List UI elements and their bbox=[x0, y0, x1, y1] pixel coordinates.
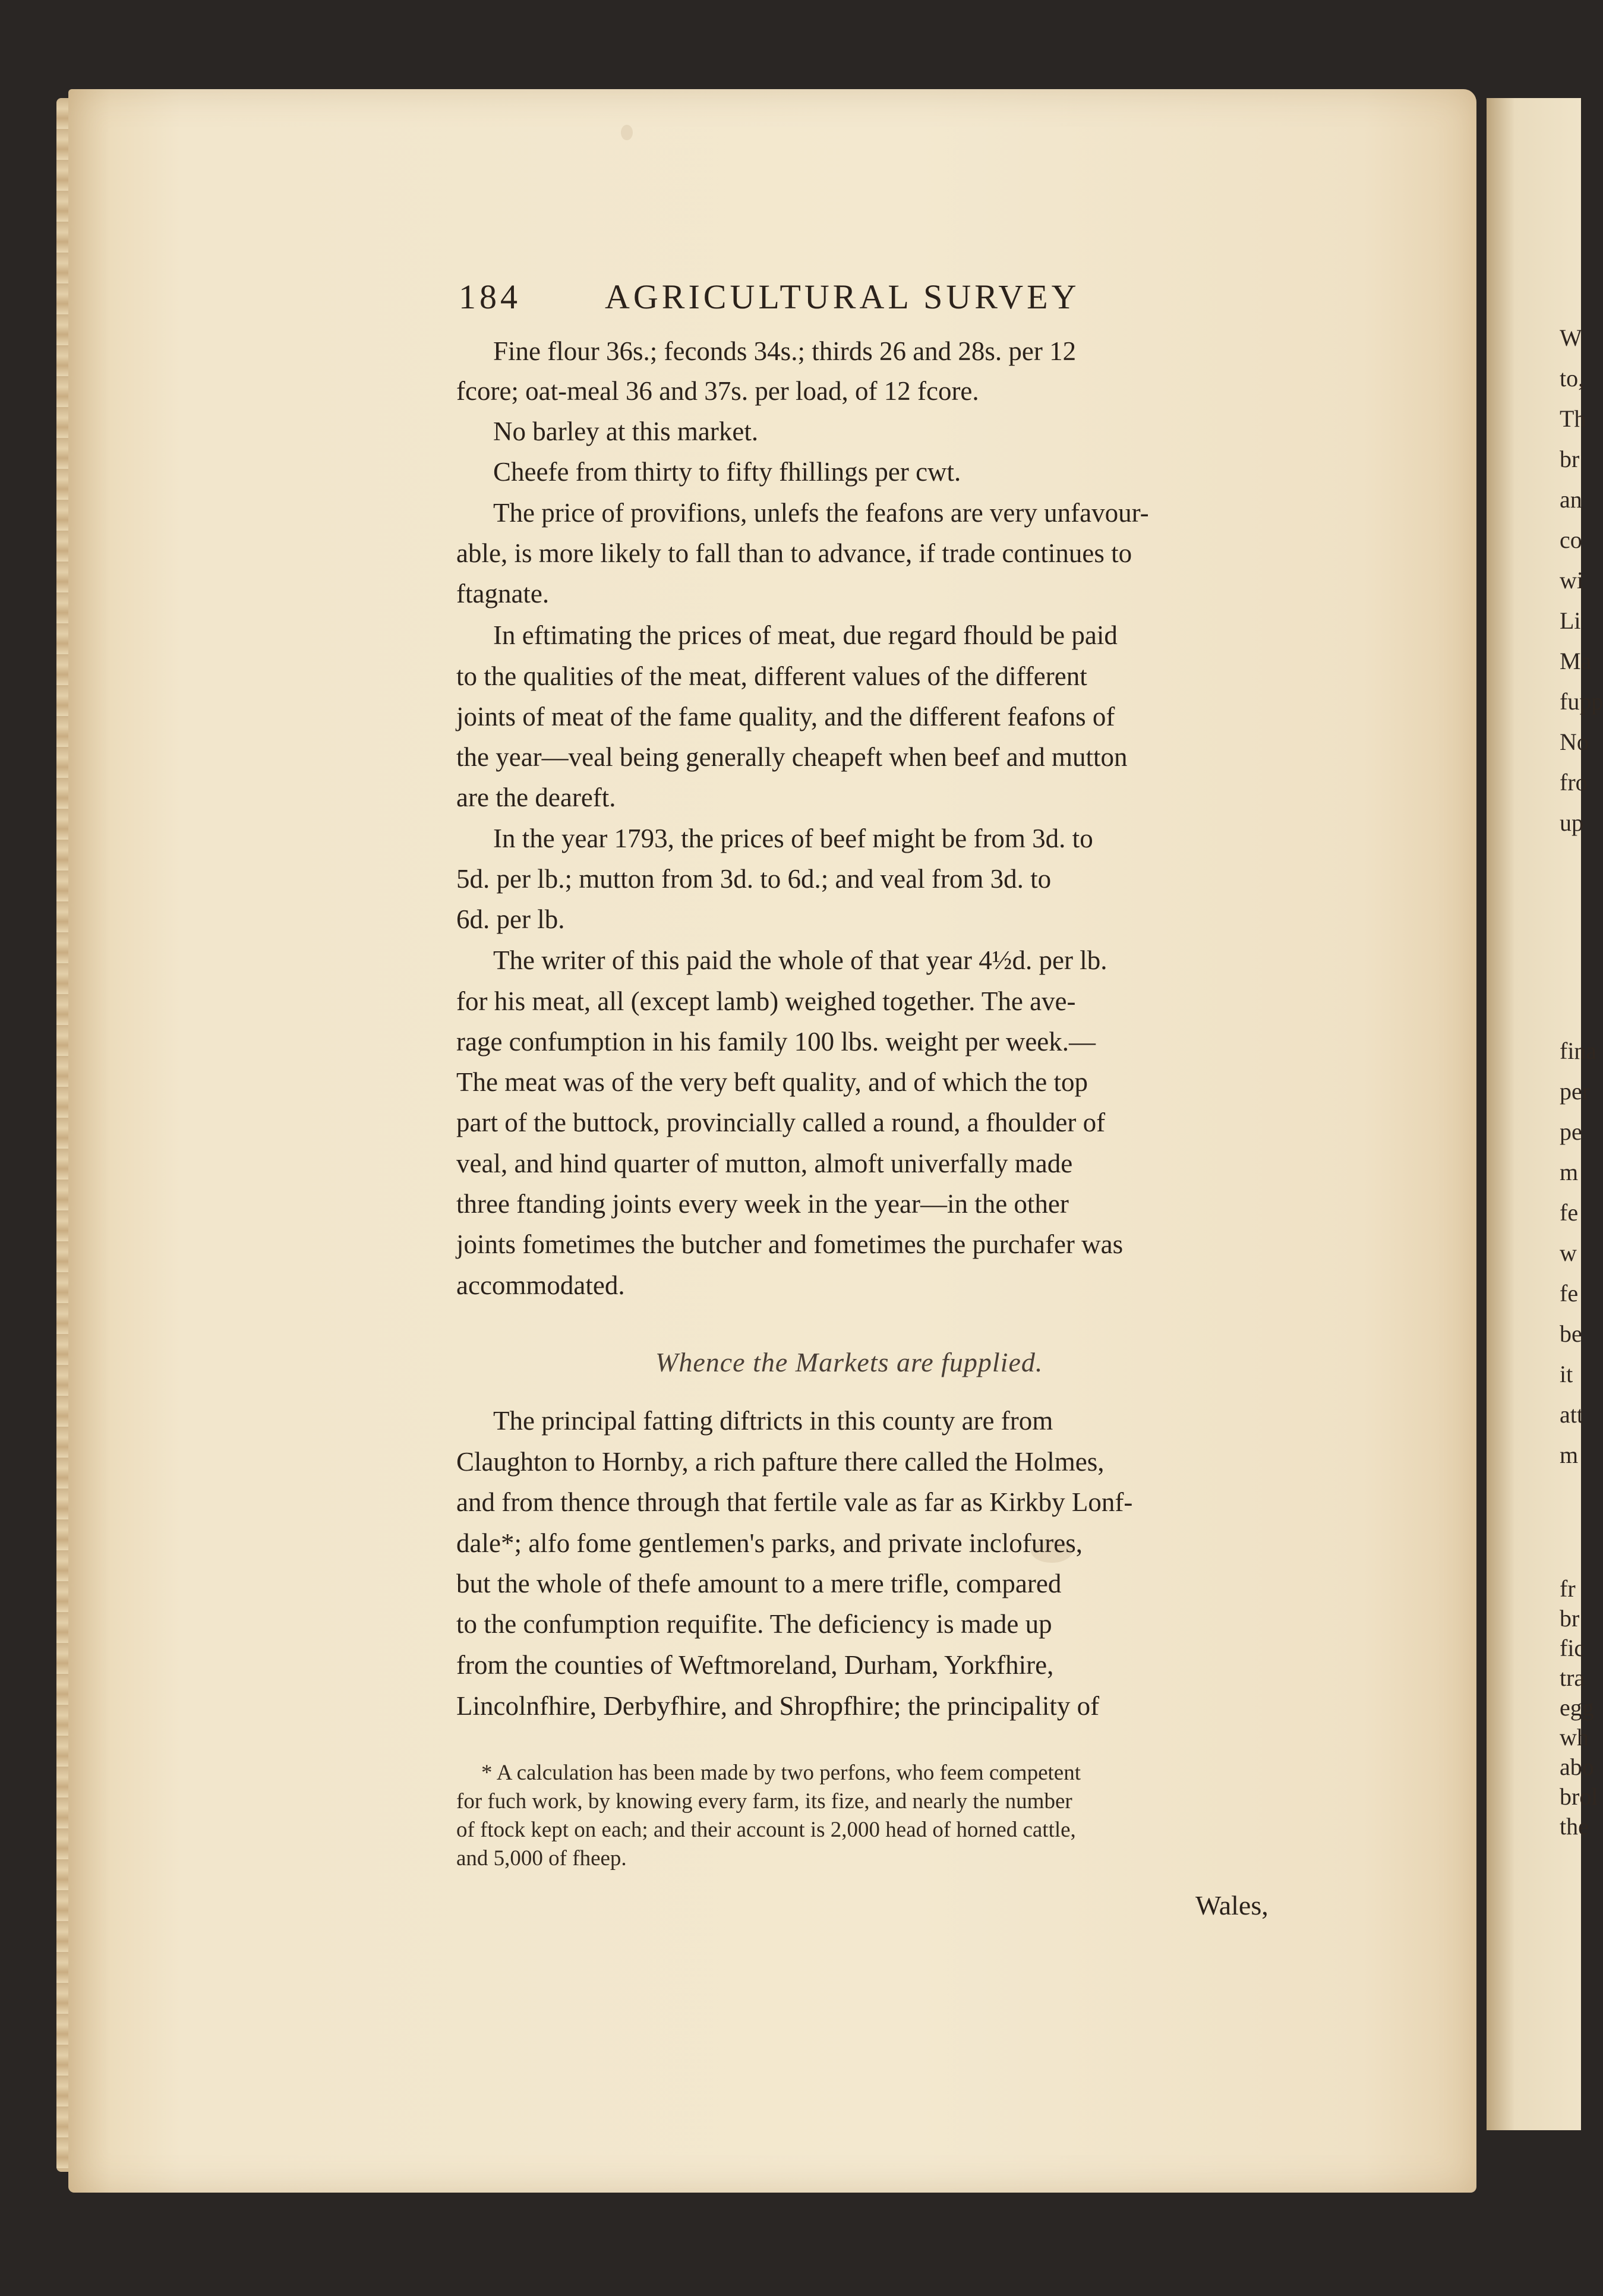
text-line: the year—veal being generally cheapeft when beef and mutton bbox=[456, 742, 1128, 772]
text-line: joints of meat of the fame quality, and the different feafons of bbox=[456, 702, 1115, 731]
text-line: and from thence through that fertile vale as far as Kirkby Lonf- bbox=[456, 1487, 1133, 1517]
section-heading: Whence the Markets are fupplied. bbox=[655, 1347, 1043, 1377]
text-line: In eftimating the prices of meat, due regard fhould be paid bbox=[493, 620, 1118, 650]
paper-stain bbox=[621, 125, 633, 140]
fragment: abo bbox=[1560, 1753, 1594, 1780]
text-line: three ftanding joints every week in the year—in the other bbox=[456, 1189, 1069, 1219]
text-line: dale*; alfo fome gentlemen's parks, and private inclofures, bbox=[456, 1528, 1083, 1558]
text-line: to the confumption requifite. The deficiency is made up bbox=[456, 1609, 1052, 1639]
text-line: The meat was of the very beft quality, and of which the top bbox=[456, 1067, 1088, 1097]
text-line: accommodated. bbox=[456, 1270, 625, 1300]
fragment: pe bbox=[1560, 1118, 1582, 1145]
fragment: up bbox=[1560, 809, 1583, 836]
fragment: to, bbox=[1560, 365, 1585, 392]
fragment: fe bbox=[1560, 1199, 1579, 1226]
fragment: wh bbox=[1560, 1724, 1589, 1751]
fragment: m bbox=[1560, 1159, 1579, 1185]
text-line: Lincolnfhire, Derbyfhire, and Shropfhire; the principality of bbox=[456, 1691, 1100, 1721]
fragment: fr bbox=[1560, 1575, 1576, 1602]
fragment: fe bbox=[1560, 1280, 1579, 1307]
catchword: Wales, bbox=[1195, 1890, 1268, 1920]
text-line: from the counties of Weftmoreland, Durham, Yorkfhire, bbox=[456, 1650, 1054, 1680]
fragment: brol bbox=[1560, 1783, 1598, 1810]
fragment: Ma bbox=[1560, 648, 1592, 674]
fragment: Li bbox=[1560, 607, 1581, 634]
fragment: wi bbox=[1560, 567, 1583, 594]
text-line: veal, and hind quarter of mutton, almoft univerfally made bbox=[456, 1149, 1073, 1178]
fragment: Th bbox=[1560, 405, 1586, 432]
fragment: m bbox=[1560, 1442, 1579, 1468]
text-line: Cheefe from thirty to fifty fhillings per cwt. bbox=[493, 457, 961, 487]
fragment: co bbox=[1560, 526, 1582, 553]
fragment: be bbox=[1560, 1320, 1582, 1347]
fragment: No bbox=[1560, 728, 1589, 755]
fragment: the bbox=[1560, 1813, 1589, 1840]
fragment: att bbox=[1560, 1401, 1583, 1428]
text-line: 6d. per lb. bbox=[456, 904, 565, 934]
text-line: Fine flour 36s.; feconds 34s.; thirds 26 and 28s. per 12 bbox=[493, 336, 1077, 366]
fragment: an bbox=[1560, 486, 1582, 513]
text-line: ftagnate. bbox=[456, 579, 550, 608]
text-line: part of the buttock, provincially called a round, a fhoulder of bbox=[456, 1108, 1106, 1137]
text-line: able, is more likely to fall than to advance, if trade continues to bbox=[456, 538, 1132, 568]
text-line: The principal fatting diftricts in this county are from bbox=[493, 1406, 1053, 1436]
fragment: W bbox=[1560, 324, 1582, 351]
fragment: w bbox=[1560, 1240, 1577, 1266]
fragment: it bbox=[1560, 1361, 1573, 1387]
text-line: for his meat, all (except lamb) weighed together. The ave- bbox=[456, 986, 1076, 1016]
text-line: 5d. per lb.; mutton from 3d. to 6d.; and veal from 3d. to bbox=[456, 864, 1052, 894]
fragment: br bbox=[1560, 1605, 1580, 1632]
text-line: but the whole of thefe amount to a mere trifle, compared bbox=[456, 1569, 1062, 1598]
fragment: fupp bbox=[1560, 688, 1603, 715]
text-line: In the year 1793, the prices of beef might be from 3d. to bbox=[493, 824, 1093, 853]
fragment: fina bbox=[1560, 1037, 1597, 1064]
fragment: egg bbox=[1560, 1694, 1594, 1721]
text-line: rage confumption in his family 100 lbs. weight per week.— bbox=[456, 1027, 1096, 1056]
page-number: 184 bbox=[459, 277, 521, 316]
fragment: per bbox=[1560, 1078, 1591, 1105]
fragment: tra bbox=[1560, 1664, 1585, 1691]
footnote-line: for fuch work, by knowing every farm, its fize, and nearly the number bbox=[456, 1789, 1072, 1814]
text-line: Claughton to Hornby, a rich pafture there called the Holmes, bbox=[456, 1447, 1105, 1477]
fragment: br bbox=[1560, 446, 1580, 472]
footnote-line: of ftock kept on each; and their account is 2,000 head of horned cattle, bbox=[456, 1818, 1076, 1842]
text-line: No barley at this market. bbox=[493, 417, 759, 446]
text-line: fcore; oat-meal 36 and 37s. per load, of 12 fcore. bbox=[456, 376, 979, 406]
text-line: to the qualities of the meat, different values of the different bbox=[456, 661, 1087, 691]
footnote-line: * A calculation has been made by two perfons, who feem competent bbox=[481, 1761, 1081, 1785]
text-line: The price of provifions, unlefs the feafons are very unfavour- bbox=[493, 498, 1149, 528]
fragment: fro bbox=[1560, 769, 1588, 796]
text-line: are the deareft. bbox=[456, 783, 616, 812]
running-head: AGRICULTURAL SURVEY bbox=[605, 277, 1080, 316]
footnote-line: and 5,000 of fheep. bbox=[456, 1846, 627, 1871]
fragment: fic bbox=[1560, 1635, 1585, 1661]
text-line: The writer of this paid the whole of that year 4½d. per lb. bbox=[493, 945, 1107, 975]
text-line: joints fometimes the butcher and fometimes the purchafer was bbox=[456, 1229, 1124, 1259]
